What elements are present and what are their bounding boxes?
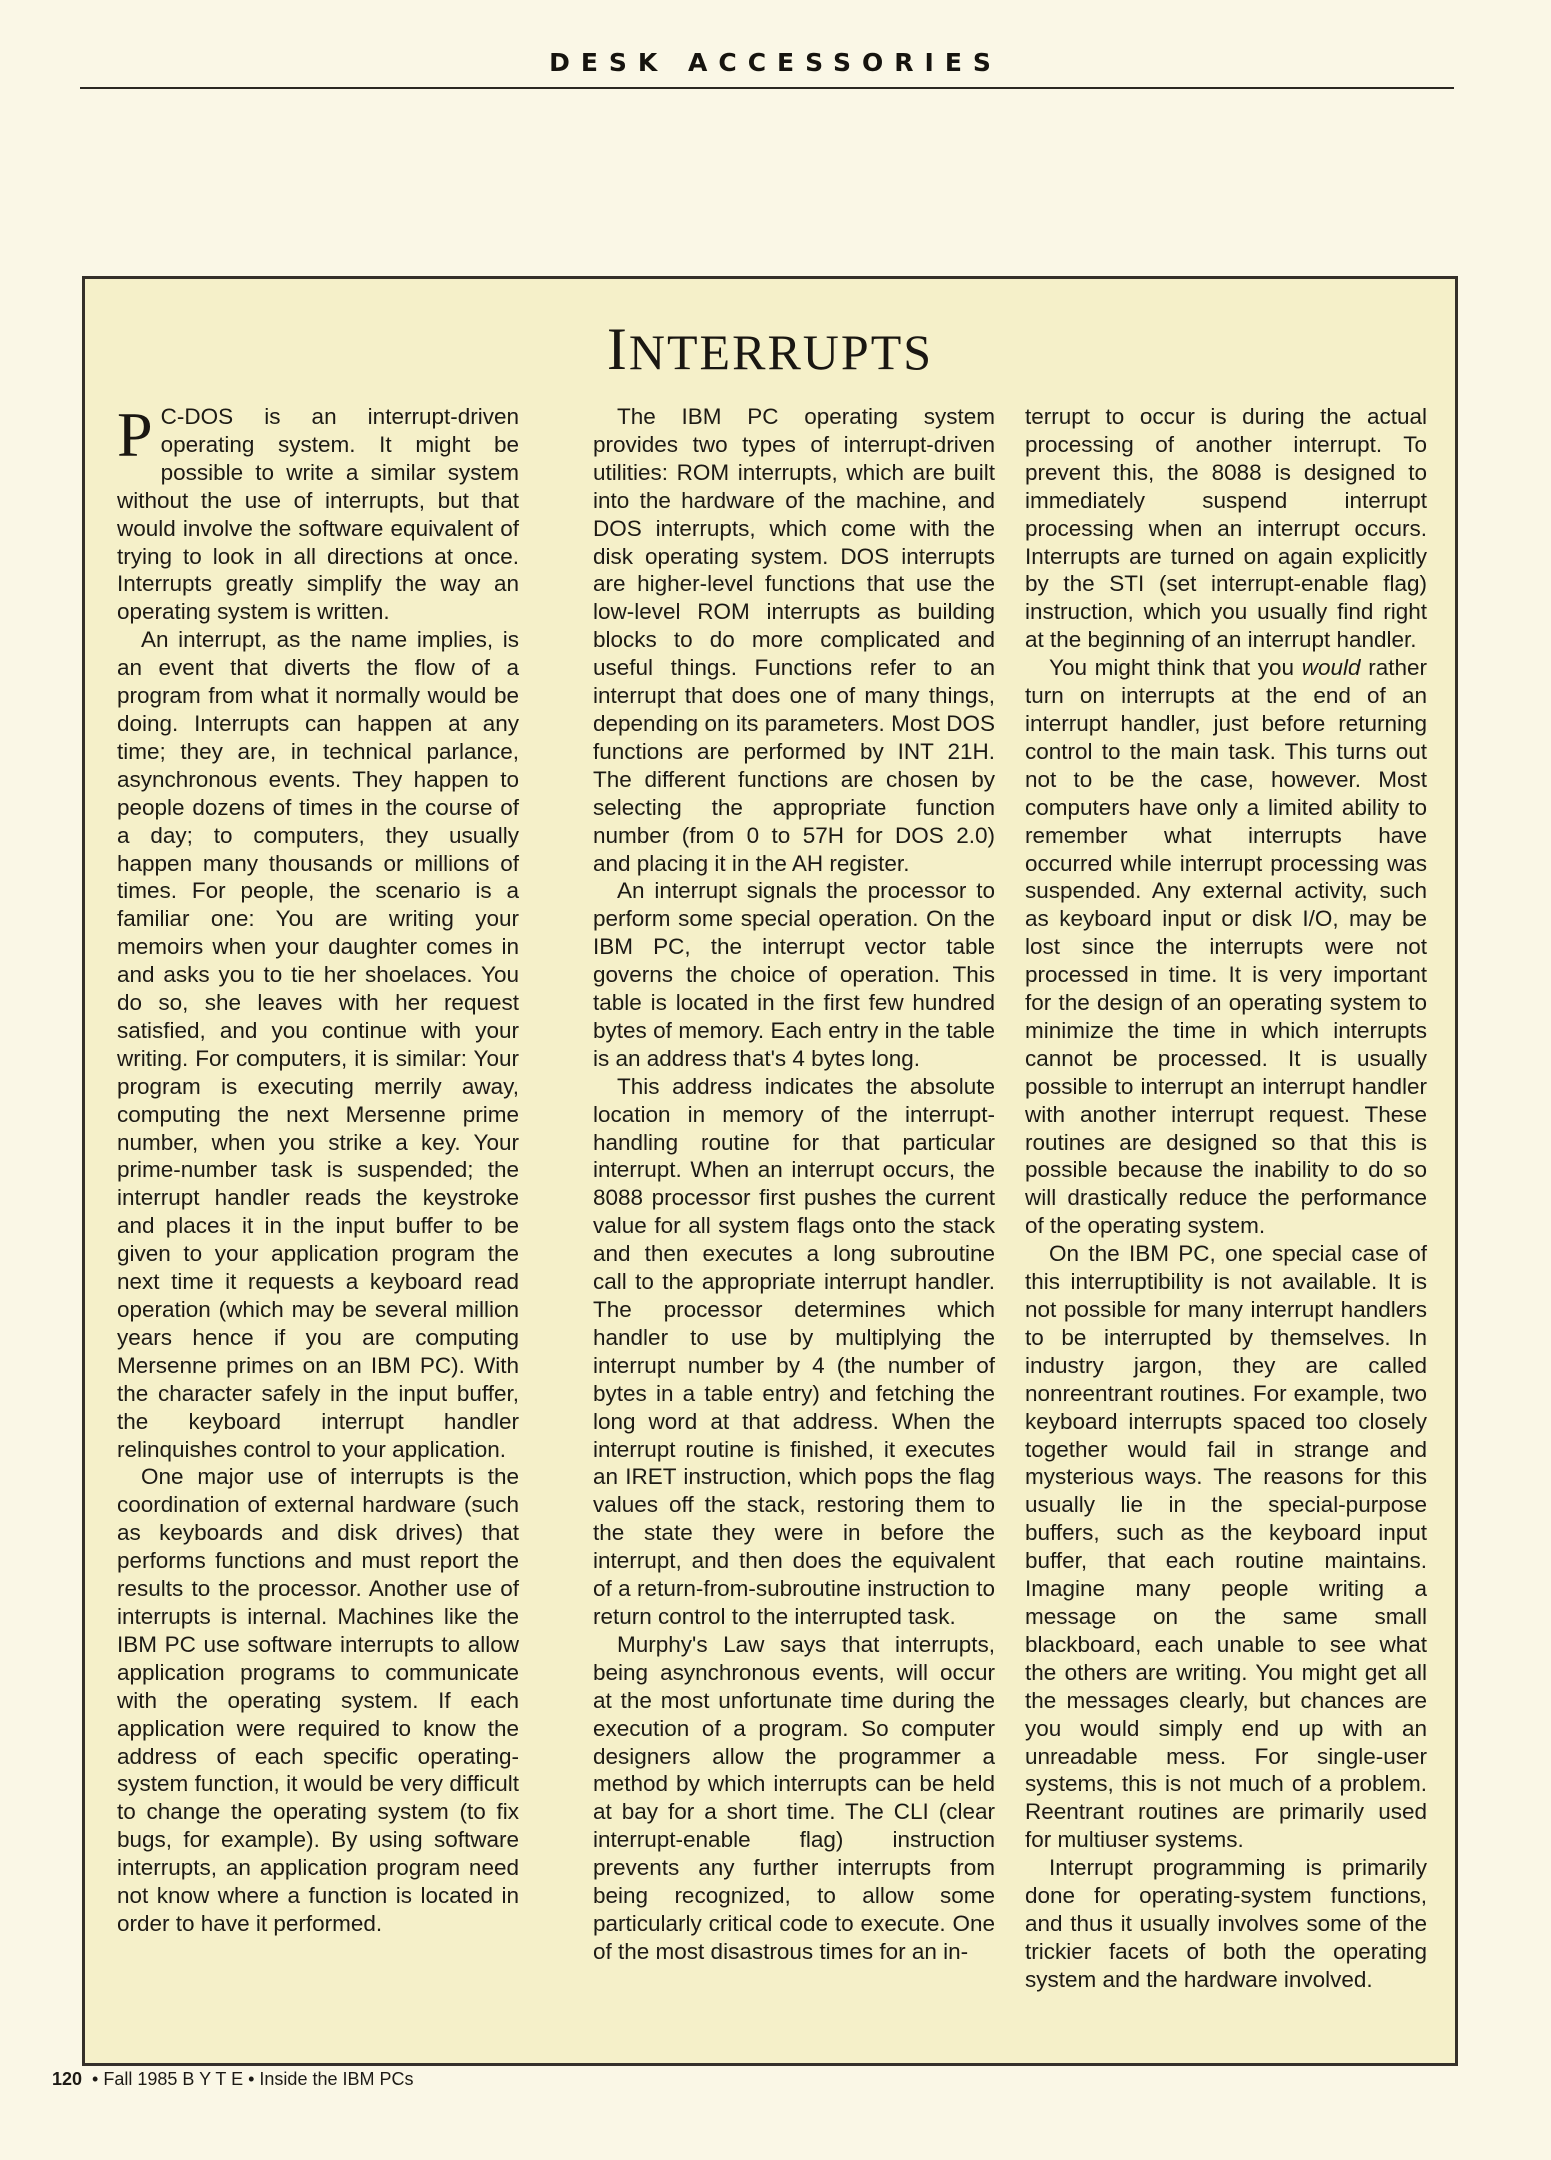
emphasis-text: would — [1301, 655, 1361, 681]
drop-cap: P — [117, 399, 153, 470]
paragraph: An interrupt, as the name implies, is an event that diverts the flow of a program from what it normally would be doing. Interrupts can happen at any time; they are, in technical parlance, asynchronous events. They happen to people dozens of times in the course of a day; to computers, they usually happen many thousands or millions of times. For people, the scenario is a familiar one: You are writing your memoirs when your daughter comes in and asks you to tie her shoelaces. You do so, she leaves with her request satisfied, and you continue with your writing. For computers, it is similar: Your program is executing merrily away, computing the next Mersenne prime number, when you strike a key. Your prime-number task is suspended; the interrupt handler reads the keystroke and places it in the input buffer to be given to your application program the next time it requests a keyboard read operation (which may be several million years hence if you are computing Mersenne primes on an IBM PC). With the character safely in the input buffer, the keyboard interrupt handler relinquishes control to your application. — [117, 627, 519, 1462]
paragraph — [117, 399, 519, 626]
title-initial: I — [606, 316, 629, 382]
paragraph-text: rather turn on interrupts at the end of an interrupt handler, just before returning control to the main task. This turns out not to be the case, however. Most computers have only a limited ability to remember what interrupts have occurred while interrupt processing was suspended. Any external activity, such as keyboard input or disk I/O, may be lost since the interrupts were not processed in time. It is very important for the design of an operating system to minimize the time in which interrupts cannot be processed. It is usually possible to interrupt an interrupt handler with another interrupt request. These routines are designed so that this is possible because the inability to do so will drastically reduce the performance of the operating system. — [1025, 655, 1428, 1239]
section-header: DESK ACCESSORIES — [549, 48, 1002, 77]
paragraph-text: You might think that you — [1049, 655, 1302, 681]
paragraph: Murphy's Law says that interrupts, being asynchronous events, will occur at the most unfortunate time during the execution of a program. So computer designers allow the programmer a method by which interrupts can be held at bay for a short time. The CLI (clear interrupt-enable flag) instruction prevents any further interrupts from being recognized, to allow some particularly critical code to execute. One of the most disastrous times for an in- — [593, 1631, 995, 1964]
title-rest: NTERRUPTS — [628, 324, 934, 380]
paragraph-text: C-DOS is an interrupt-driven operating system. It might be possible to write a similar system without the use of interrupts, but that would involve the software equivalent of trying to look in all directions at once. Interrupts greatly simplify the way an operating system is written. — [117, 404, 519, 625]
column-2 — [593, 403, 995, 1966]
sidebar-title — [85, 315, 1455, 384]
paragraph: terrupt to occur is during the actual processing of another interrupt. To prevent this, the 8088 is designed to immediately suspend interrupt processing when an interrupt occurs. Interrupts are turned on again explicitly by the STI (set interrupt-enable flag) instruction, which you usually find right at the beginning of an interrupt handler. — [1025, 404, 1427, 653]
page-number: 120 — [52, 2069, 83, 2089]
issue-info: • Fall 1985 B Y T E • Inside the IBM PCs — [92, 2069, 414, 2089]
paragraph: This address indicates the absolute location in memory of the interrupt-handling routine for that particular interrupt. When an interrupt occurs, the 8088 processor first pushes the current value for all system flags onto the stack and then executes a long subroutine call to the appropriate interrupt handler. The processor determines which handler to use by multiplying the interrupt number by 4 (the number of bytes in a table entry) and fetching the long word at that address. When the interrupt routine is finished, it executes an IRET instruction, which pops the flag values off the stack, restoring them to the state they were in before the interrupt, and then does the equivalent of a return-from-subroutine instruction to return control to the interrupted task. — [593, 1073, 995, 1629]
header-rule — [80, 87, 1454, 89]
paragraph: On the IBM PC, one special case of this interruptibility is not available. It is not possible for many interrupt handlers to be interrupted by themselves. In industry jargon, they are called nonreentrant routines. For example, two keyboard interrupts spaced too closely together would fail in strange and mysterious ways. The reasons for this usually lie in the special-purpose buffers, such as the keyboard input buffer, that each routine maintains. Imagine many people writing a message on the same small blackboard, each unable to see what the others are writing. You might get all the messages clearly, but chances are you would simply end up with an unreadable mess. For single-user systems, this is not much of a problem. Reentrant routines are primarily used for multiuser systems. — [1025, 1241, 1427, 1853]
paragraph: Interrupt programming is primarily done for operating-system functions, and thus it usually involves some of the trickier facets of both the operating system and the hardware involved. — [1025, 1855, 1427, 1992]
column-3 — [1025, 403, 1427, 1994]
page-footer — [52, 2069, 413, 2090]
paragraph — [1025, 654, 1427, 1240]
paragraph: The IBM PC operating system provides two types of interrupt-driven utilities: ROM interrupts, which are built into the hardware of the machine, and DOS interrupts, which come with the disk operating system. DOS interrupts are higher-level functions that use the low-level ROM interrupts as building blocks to do more complicated and useful things. Functions refer to an interrupt that does one of many things, depending on its parameters. Most DOS functions are performed by INT 21H. The different functions are chosen by selecting the appropriate function number (from 0 to 57H for DOS 2.0) and placing it in the AH register. — [593, 404, 995, 876]
column-1 — [117, 399, 519, 1938]
paragraph: An interrupt signals the processor to perform some special operation. On the IBM PC, the interrupt vector table governs the choice of operation. This table is located in the first few hundred bytes of memory. Each entry in the table is an address that's 4 bytes long. — [593, 878, 995, 1071]
paragraph: One major use of interrupts is the coordination of external hardware (such as keyboards and disk drives) that performs functions and must report the results to the processor. Another use of interrupts is internal. Machines like the IBM PC use software interrupts to allow application programs to communicate with the operating system. If each application were required to know the address of each specific operating-system function, it would be very difficult to change the operating system (to fix bugs, for example). By using software interrupts, an application program need not know where a function is located in order to have it performed. — [117, 1464, 519, 1936]
interrupts-sidebar — [82, 276, 1458, 2066]
